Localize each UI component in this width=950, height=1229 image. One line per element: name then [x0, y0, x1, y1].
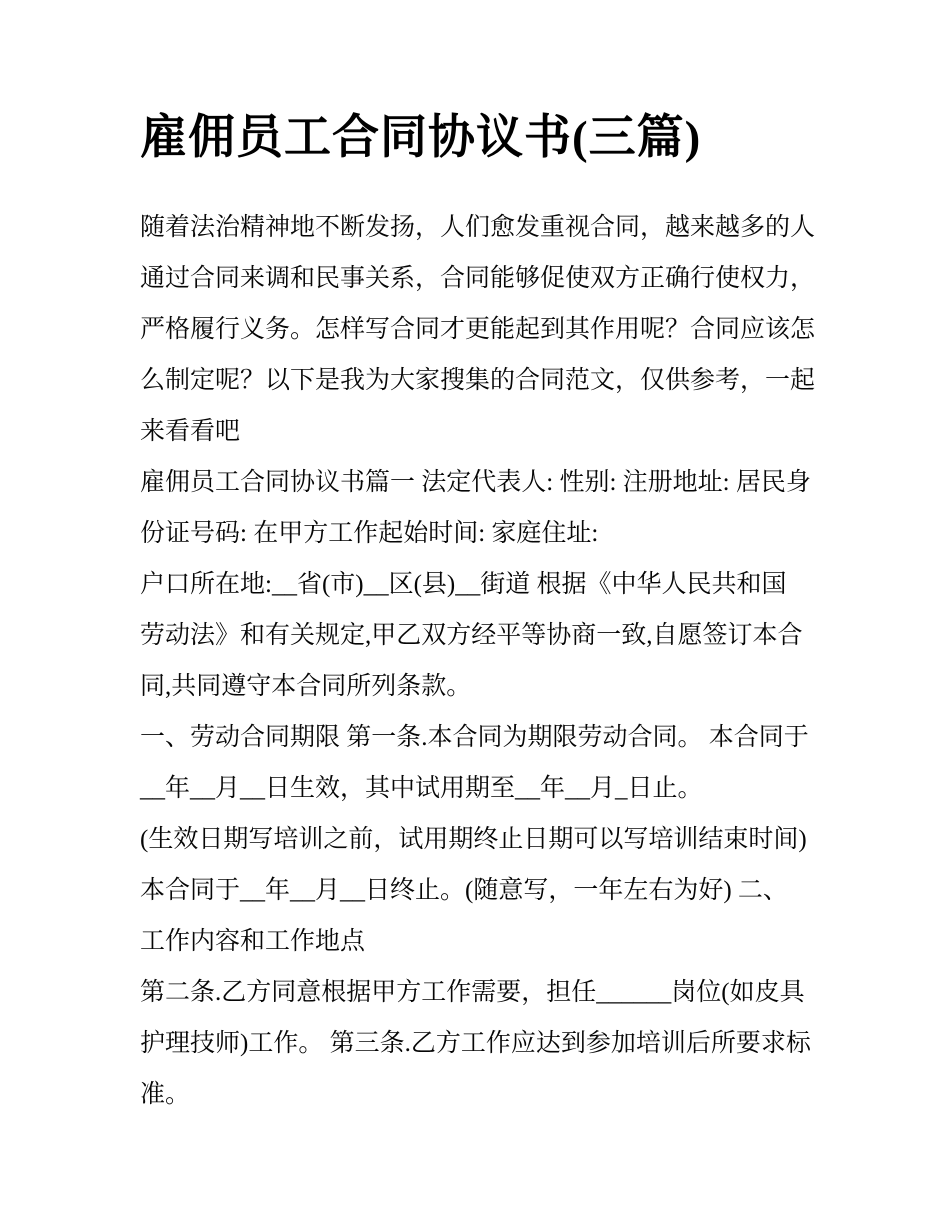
document-line: 严格履行义务。怎样写合同才更能起到其作用呢？合同应该怎 [140, 316, 816, 343]
document-line: 份证号码: 在甲方工作起始时间: 家庭住址: [140, 520, 599, 547]
document-line: 护理技师)工作。 第三条.乙方工作应达到参加培训后所要求标 [140, 1030, 811, 1057]
document-line: 工作内容和工作地点 [140, 928, 366, 955]
document-line: __年__月__日生效，其中试用期至__年__月_日止。 [140, 775, 703, 802]
document-line: 雇佣员工合同协议书篇一 法定代表人: 性别: 注册地址: 居民身 [140, 469, 811, 496]
page-title: 雇佣员工合同协议书(三篇) [140, 112, 702, 164]
document-line: 第二条.乙方同意根据甲方工作需要，担任______岗位(如皮具 [140, 979, 805, 1006]
document-line: 户口所在地:__省(市)__区(县)__街道 根据《中华人民共和国 [140, 571, 787, 598]
document-line: 随着法治精神地不断发扬，人们愈发重视合同，越来越多的人 [140, 214, 816, 241]
document-line: 么制定呢？以下是我为大家搜集的合同范文，仅供参考，一起 [140, 367, 816, 394]
document-line: 通过合同来调和民事关系，合同能够促使双方正确行使权力， [140, 265, 816, 292]
document-line: 劳动法》和有关规定,甲乙双方经平等协商一致,自愿签订本合 [140, 622, 803, 649]
document-body [140, 202, 830, 1120]
document-line: (生效日期写培训之前，试用期终止日期可以写培训结束时间) [140, 826, 807, 853]
document-line: 同,共同遵守本合同所列条款。 [140, 673, 472, 700]
document-line: 准。 [140, 1081, 191, 1108]
document-line: 一、劳动合同期限 第一条.本合同为期限劳动合同。 本合同于 [140, 724, 809, 751]
document-line: 本合同于__年__月__日终止。(随意写，一年左右为好) 二、 [140, 877, 788, 904]
document-line: 来看看吧 [140, 418, 241, 445]
